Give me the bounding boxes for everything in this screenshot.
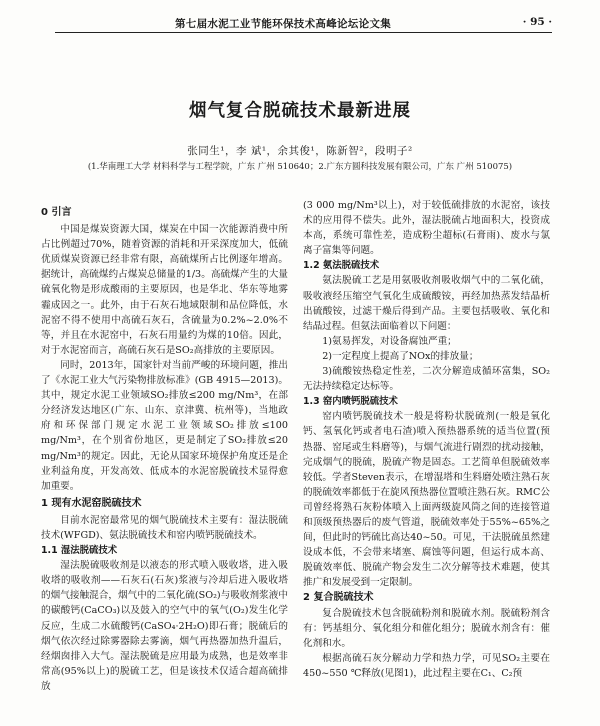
page-number: · 95 · (522, 16, 552, 28)
section-heading-1: 1 现有水泥窑脱硫技术 (41, 497, 142, 509)
right-column (303, 198, 550, 681)
paragraph: 根据高硫石灰分解动力学和热力学，可见SO₂主要在450~550 ℃释放(见图1)，此过程主要在C₁、C₂预 (303, 652, 550, 679)
paragraph: 湿法脱硫吸收剂是以液态的形式喷入吸收塔，进入吸收塔的吸收剂——石灰石(石灰)浆液与冷却后进入吸收塔的烟气接触混合，烟气中的二氧化硫(SO₂)与吸收剂浆液中的碳酸钙(CaCO₃)以及鼓入的空气中的氧气(O₂)发生化学反应，生成二水硫酸钙(CaSO₄·2H₂O)即石膏；脱硫后的烟气依次经过除雾器除去雾滴，烟气再热器加热升温后，经烟囱排入大气。湿法脱硫是应用最为成熟，也是效率非常高(95%以上)的脱硫工艺，但是该技术仅适合超高硫排放 (41, 560, 288, 692)
running-header (55, 14, 552, 33)
subsection-heading-1-1: 1.1 湿法脱硫技术 (41, 545, 118, 557)
left-column (41, 198, 288, 694)
list-item: 2)一定程度上提高了NOx的排放量； (322, 350, 479, 362)
list-item: 1)氨易挥发，对设备腐蚀严重； (322, 335, 457, 347)
paragraph: 同时，2013年，国家针对当前严峻的环境问题，推出了《水泥工业大气污染物排放标准》(GB 4915—2013)。其中，规定水泥工业领域SO₂排放≤200 mg/Nm³，在部分经济发达地区(广东、山东、京津冀、杭州等)，当地政府和环保部门规定水泥工业领域SO₂排放≤100 mg/Nm³，在个别省份地区，更是制定了SO₂排放≤20 mg/Nm³的规定。因此，无论从国家环境保护角度还是企业利益角度，开发高效、低成本的水泥窑脱硫技术显得愈加重要。 (41, 359, 288, 492)
section-heading-2: 2 复合脱硫技术 (303, 592, 374, 604)
journal-name: 第七届水泥工业节能环保技术高峰论坛论文集 (175, 18, 391, 30)
paragraph: 目前水泥窑最常见的烟气脱硫技术主要有：湿法脱硫技术(WFGD)、氨法脱硫技术和窑内喷钙脱硫技术。 (41, 514, 288, 541)
paragraph: 复合脱硫技术包含脱硫粉剂和脱硫水剂。脱硫粉剂含有：钙基组分、氧化组分和催化组分；脱硫水剂含有：催化剂和水。 (303, 607, 550, 649)
paragraph: 氨法脱硫工艺是用氨吸收剂吸收烟气中的二氧化硫，吸收液经压缩空气氧化生成硫酸铵，再经加热蒸发结晶析出硫酸铵，过滤干燥后得到产品。主要包括吸收、氧化和结晶过程。但氨法面临着以下问题： (303, 275, 550, 332)
subsection-heading-1-3: 1.3 窑内喷钙脱硫技术 (303, 396, 398, 408)
subsection-heading-1-2: 1.2 氨法脱硫技术 (303, 260, 380, 272)
paragraph: 中国是煤炭资源大国，煤炭在中国一次能源消费中所占比例超过70%，随着资源的消耗和开采深度加大，低硫优质煤炭资源已经非常有限，高硫煤所占比例逐年增高。据统计，高硫煤约占煤炭总储量的1/3。高硫煤产生的大量硫氧化物是形成酸雨的主要原因，也是华北、华东等地雾霾成因之一。此外，由于石灰石地域限制和品位降低，水泥窑不得不使用中高硫石灰石，含硫量为0.2%~2.0%不等，并且在水泥窑中，石灰石用量约为煤的10倍。因此，对于水泥窑而言，高硫石灰石是SO₂高排放的主要原因。 (41, 224, 288, 356)
paragraph: 窑内喷钙脱硫技术一般是将粉状脱硫剂(一般是氧化钙、氢氧化钙或者电石渣)喷入预热器系统的适当位置(预热器、窑尾或生料磨等)，与烟气流进行剧烈的扰动接触，完成烟气的脱硫，脱硫产物是固态。工艺简单但脱硫效率较低。学者Steven表示，在增湿塔和生料磨处喷注熟石灰的脱硫效率都低于在旋风预热器位置喷注熟石灰。RMC公司曾经将熟石灰粉体喷入上面两级旋风筒之间的连接管道和顶级预热器后的废气管道，脱硫效率处于55%~65%之间，但此时的钙硫比高达40~50。可见，干法脱硫虽然建设成本低，不会带来堵塞、腐蚀等问题，但运行成本高、脱硫效率低、脱硫产物会发生二次分解等技术难题，使其推广和发展受到一定限制。 (303, 411, 550, 589)
paragraph: (3 000 mg/Nm³以上)，对于较低硫排放的水泥窑，该技术的应用得不偿失。此外，湿法脱硫占地面积大，投资成本高，系统可靠性差，造成粉尘超标(石膏雨)、废水与氯离子富集等问题。 (303, 200, 550, 257)
affiliation: (1.华南理工大学 材料科学与工程学院，广东 广州 510640；2.广东方圆科技发展有限公司，广东 广州 510075) (87, 162, 513, 172)
list-item: 3)硫酸铵热稳定性差，二次分解造成循环富集，SO₂无法持续稳定达标等。 (303, 366, 550, 393)
author-list: 张同生¹，李 斌¹，余其俊¹，陈新智²，段明子² (187, 145, 413, 157)
section-heading-intro: 0 引言 (41, 207, 72, 218)
paper-title: 烟气复合脱硫技术最新进展 (189, 101, 411, 121)
